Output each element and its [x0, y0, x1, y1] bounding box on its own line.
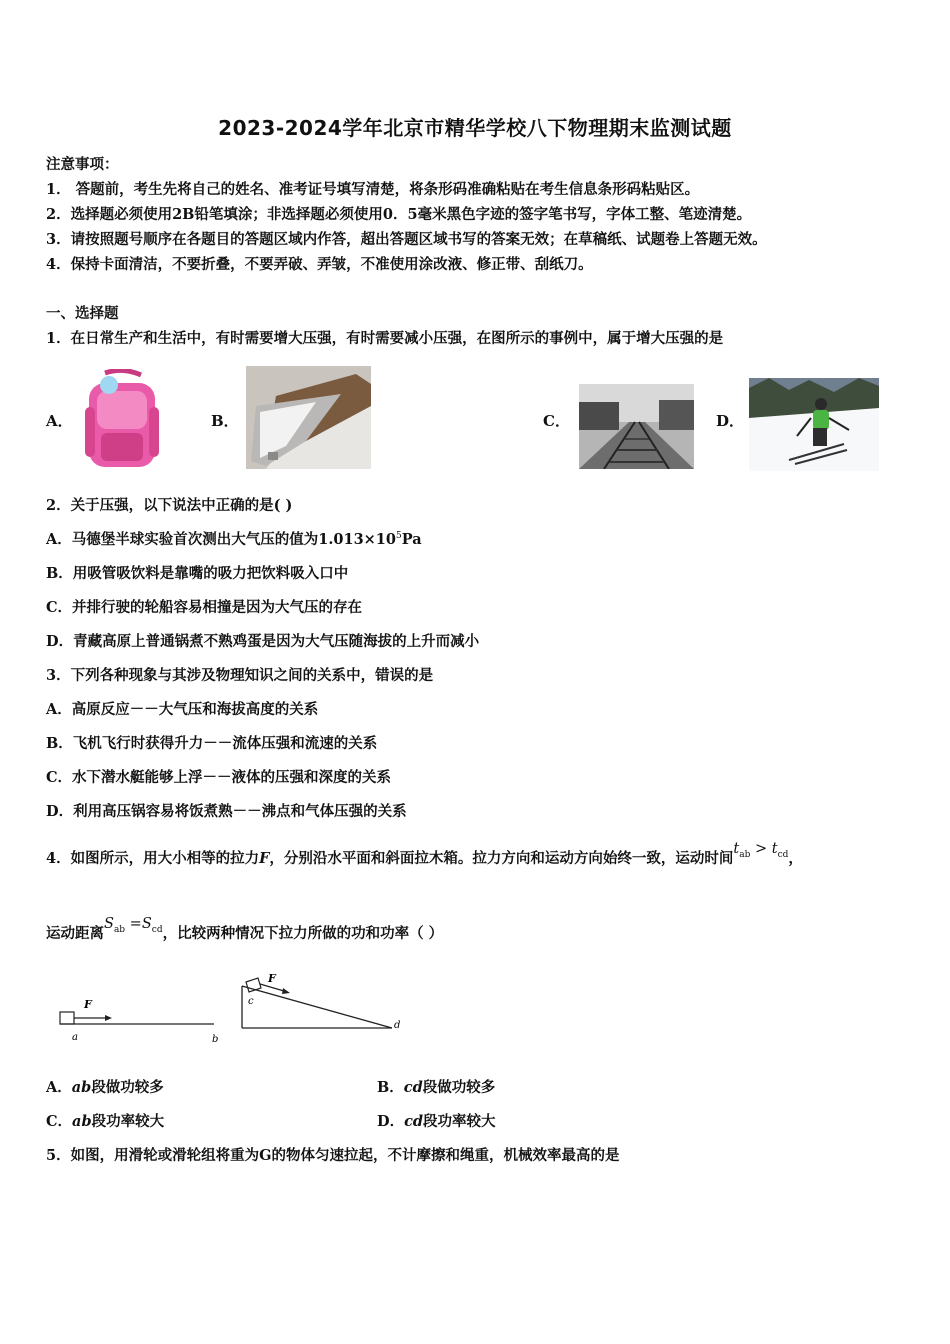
q4-distance-sub-cd: cd: [151, 924, 163, 935]
horizontal-box: [60, 1012, 74, 1024]
q2-option-a-text: A．马德堡半球实验首次测出大气压的值为1.013×10: [46, 531, 396, 548]
q4-distance-symbol-ab: S: [104, 916, 114, 932]
backpack-image: [75, 369, 171, 471]
q4-force-symbol: F: [259, 850, 270, 867]
q3-stem: 3．下列各种现象与其涉及物理知识之间的关系中，错误的是: [46, 667, 434, 684]
q3-option-c: C．水下潜水艇能够上浮－－液体的压强和深度的关系: [46, 769, 392, 786]
notice-item-1: 1． 答题前，考生先将自己的姓名、准考证号填写清楚，将条形码准确粘贴在考生信息条形码粘贴区。: [46, 181, 700, 198]
fig-label-d: d: [394, 1020, 401, 1031]
q2-stem: 2．关于压强，以下说法中正确的是( ): [46, 497, 293, 514]
q4-time-symbol-cd: t: [771, 841, 778, 857]
skier-image: [749, 378, 879, 471]
knife-image: [246, 366, 371, 469]
fig-label-F1: F: [84, 998, 92, 1011]
q4-stem-line1: [46, 841, 803, 870]
q3-option-b: B．飞机飞行时获得升力－－流体压强和流速的关系: [46, 735, 378, 752]
q4-option-d: [377, 1110, 496, 1131]
q1-stem: 1．在日常生产和生活中，有时需要增大压强，有时需要减小压强，在图所示的事例中，属于增大压强的是: [46, 330, 724, 347]
section-heading: 一、选择题: [46, 305, 119, 322]
page-title: 2023-2024学年北京市精华学校八下物理期末监测试题: [218, 116, 732, 140]
q4-option-a-letter: A．: [46, 1079, 72, 1096]
q4-option-d-letter: D．: [377, 1113, 405, 1130]
q4-option-a: [46, 1076, 164, 1097]
q3-option-a: A．高原反应－－大气压和海拔高度的关系: [46, 701, 319, 718]
fig-label-a: a: [72, 1032, 78, 1043]
notice-item-2: 2．选择题必须使用2B铅笔填涂；非选择题必须使用0．5毫米黑色字迹的签字笔书写，字体工整、笔迹清楚。: [46, 206, 752, 223]
q4-diagram: [50, 970, 410, 1050]
fig-label-b: b: [212, 1034, 219, 1045]
q1-label-b: B．: [211, 412, 239, 430]
q2-option-d: D．青藏高原上普通锅煮不熟鸡蛋是因为大气压随海拔的上升而减小: [46, 633, 480, 650]
incline-slope: [242, 986, 392, 1028]
q4-equals: =: [125, 916, 142, 932]
q4-comma: ，: [788, 850, 803, 867]
q4-option-b: [377, 1076, 495, 1097]
q4-option-c: [46, 1110, 164, 1131]
q2-option-a: [46, 528, 422, 549]
q4-option-c-letter: C．: [46, 1113, 73, 1130]
q2-option-b: B．用吸管吸饮料是靠嘴的吸力把饮料吸入口中: [46, 565, 349, 582]
q4-time-symbol-ab: t: [733, 841, 740, 857]
railway-image: [579, 384, 694, 469]
fig-label-c: c: [248, 996, 254, 1007]
q4-time-sub-ab: ab: [739, 849, 751, 860]
q4-option-b-letter: B．: [377, 1079, 404, 1096]
q4-option-d-text: 段功率较大: [423, 1113, 496, 1130]
q1-label-a: A．: [46, 412, 73, 430]
notice-item-4: 4．保持卡面清洁，不要折叠，不要弄破、弄皱，不准使用涂改液、修正带、刮纸刀。: [46, 256, 593, 273]
notice-item-3: 3．请按照题号顺序在各题目的答题区域内作答，超出答题区域书写的答案无效；在草稿纸、试题卷上答题无效。: [46, 231, 767, 248]
fig-label-F2: F: [268, 972, 276, 985]
q4-option-a-var: ab: [71, 1079, 92, 1096]
q5-stem: 5．如图，用滑轮或滑轮组将重为G的物体匀速拉起，不计摩擦和绳重，机械效率最高的是: [46, 1147, 620, 1164]
q4-option-c-var: ab: [72, 1113, 92, 1130]
incline-force-arrow: [260, 984, 284, 991]
q4-stem-line2: [46, 916, 444, 945]
q4-option-d-var: cd: [404, 1113, 424, 1130]
incline-box: [246, 978, 261, 992]
q4-time-sub-cd: cd: [777, 849, 789, 860]
q2-option-a-unit: Pa: [401, 531, 422, 548]
q2-option-c: C．并排行驶的轮船容易相撞是因为大气压的存在: [46, 599, 363, 616]
q4-stem-part1: 4．如图所示，用大小相等的拉力: [46, 850, 260, 867]
q4-distance-sub-ab: ab: [113, 924, 126, 935]
q2-option-a-exponent: 5: [395, 531, 402, 542]
q4-option-b-text: 段做功较多: [422, 1079, 496, 1096]
q4-stem-part2: ，分别沿水平面和斜面拉木箱。拉力方向和运动方向始终一致，运动时间: [269, 850, 734, 867]
q4-option-b-var: cd: [403, 1079, 423, 1096]
q4-option-a-text: 段做功较多: [91, 1079, 164, 1096]
q4-stem-part3: ，比较两种情况下拉力所做的功和功率（ ）: [162, 925, 444, 942]
q4-option-c-text: 段功率较大: [91, 1113, 165, 1130]
q4-greater-than: >: [750, 841, 772, 857]
q4-distance-symbol-cd: S: [141, 916, 152, 932]
notice-heading: 注意事项：: [46, 156, 119, 173]
q4-distance-label: 运动距离: [46, 925, 104, 942]
q1-label-d: D．: [716, 412, 745, 430]
q3-option-d: D．利用高压锅容易将饭煮熟－－沸点和气体压强的关系: [46, 803, 407, 820]
q1-label-c: C．: [543, 412, 570, 430]
